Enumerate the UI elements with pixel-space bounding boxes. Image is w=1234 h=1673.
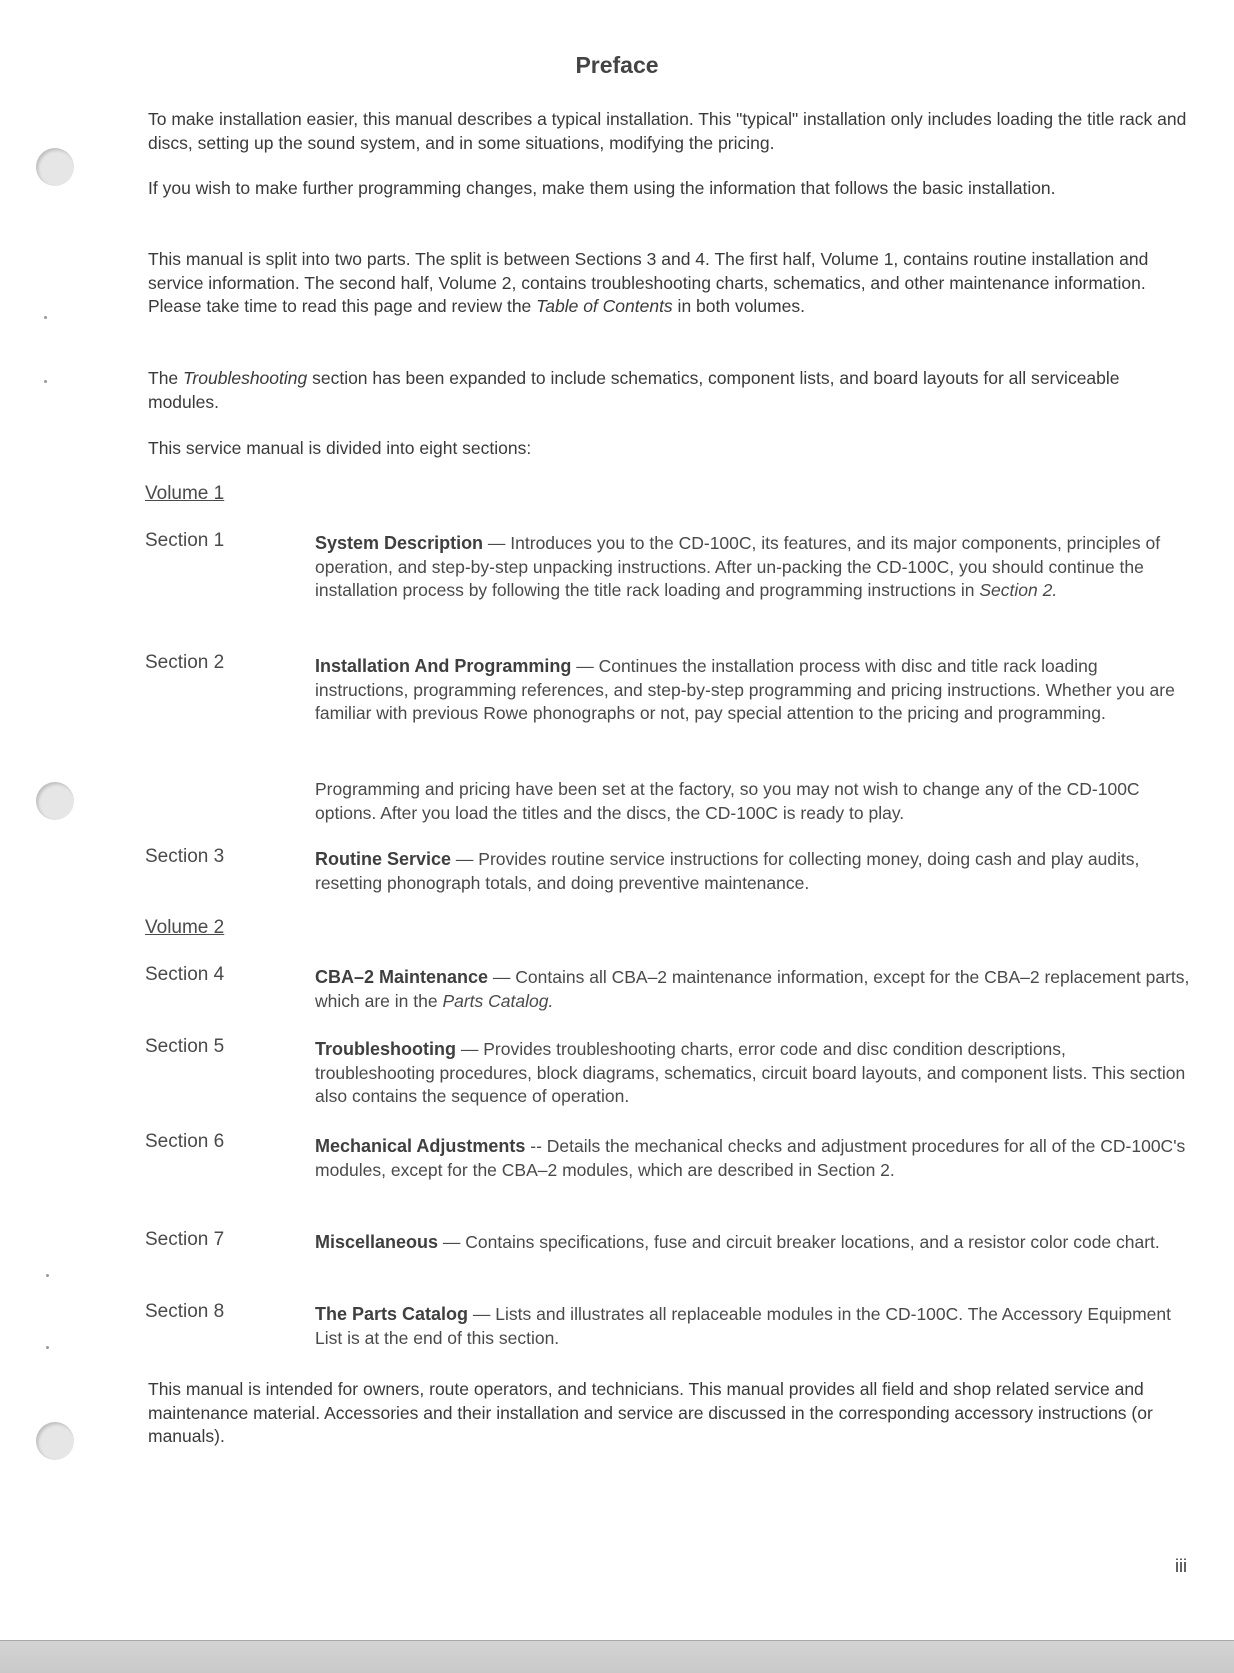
section-2-title: Installation And Programming — [315, 656, 572, 676]
section-8-body — [315, 1303, 1190, 1350]
page-title: Preface — [575, 52, 659, 78]
section-8-text: — Lists and illustrates all replaceable modules in the CD-100C. The Accessory Equipment List is at the end of this section. — [315, 1304, 1171, 1348]
scan-speck — [44, 316, 47, 319]
section-4-ref: Parts Catalog. — [442, 990, 554, 1011]
section-6-text: -- Details the mechanical checks and adjustment procedures for all of the CD-100C's modules, except for the CBA–2 modules, which are described in Section 2. — [315, 1136, 1186, 1180]
section-2-note: Programming and pricing have been set at the factory, so you may not wish to change any of the CD-100C options. After you load the titles and the discs, the CD-100C is ready to play. — [315, 779, 1140, 823]
volume-1-heading: Volume 1 — [145, 483, 225, 504]
section-1-title: System Description — [315, 533, 484, 553]
manual-split-text-end: in both volumes. — [672, 296, 805, 316]
punch-hole-top — [36, 148, 74, 186]
section-2-label: Section 2 — [145, 652, 225, 673]
section-1-text: — Introduces you to the CD-100C, its features, and its major components, principles of operation, and step-by-step unpacking instructions. After un-packing the CD-100C, you should continue the installation process by following the title rack loading and programming instructions in — [315, 533, 1161, 600]
troubleshooting-ref: Troubleshooting — [183, 368, 308, 388]
punch-hole-middle — [36, 782, 74, 820]
section-1-label: Section 1 — [145, 530, 225, 551]
scanner-edge — [0, 1640, 1234, 1673]
closing-paragraph: This manual is intended for owners, route operators, and technicians. This manual provides all field and shop related service and maintenance material. Accessories and their installation and service are discussed in the corresponding accessory instructions (or manuals). — [148, 1379, 1153, 1446]
section-2-text: — Continues the installation process with disc and title rack loading instructions, programming references, and step-by-step programming and pricing instructions. Whether you are familiar with previous Rowe phonographs or not, pay special attention to the pricing and programming. — [315, 656, 1175, 723]
section-6-label: Section 6 — [145, 1131, 225, 1152]
intro-paragraph: To make installation easier, this manual describes a typical installation. This "typical" installation only includes loading the title rack and discs, setting up the sound system, and in some situations, modifying the pricing. — [148, 109, 1187, 153]
section-5-label: Section 5 — [145, 1036, 225, 1057]
section-5-title: Troubleshooting — [315, 1039, 456, 1059]
scan-speck — [46, 1274, 49, 1277]
section-3-label: Section 3 — [145, 846, 225, 867]
section-8-title: The Parts Catalog — [315, 1304, 469, 1324]
scan-speck — [44, 380, 47, 383]
manual-split-text: This manual is split into two parts. The split is between Sections 3 and 4. The first half, Volume 1, contains routine installation and service information. The second half, Volume 2, contains troubleshooting charts, schematics, and other maintenance information. Please take time to read this page and review the — [148, 249, 1149, 316]
programming-paragraph: If you wish to make further programming changes, make them using the information that follows the basic installation. — [148, 178, 1056, 198]
section-1-ref: Section 2. — [979, 580, 1058, 600]
section-5-body — [315, 1038, 1190, 1109]
section-3-body — [315, 848, 1190, 895]
troubleshooting-text-end: section has been expanded to include schematics, component lists, and board layouts for all serviceable modules. — [148, 368, 1120, 412]
section-5-text: — Provides troubleshooting charts, error code and disc condition descriptions, troubleshooting procedures, block diagrams, schematics, circuit board layouts, and component lists. This section also contains the sequence of operation. — [315, 1039, 1186, 1106]
section-3-title: Routine Service — [315, 849, 452, 869]
section-1-body — [315, 532, 1190, 603]
section-7-title: Miscellaneous — [315, 1232, 439, 1252]
section-6-title: Mechanical Adjustments — [315, 1136, 526, 1156]
section-3-text: — Provides routine service instructions for collecting money, doing cash and play audits, resetting phonograph totals, and doing preventive maintenance. — [315, 849, 1140, 893]
punch-hole-bottom — [36, 1422, 74, 1460]
table-of-contents-ref: Table of Contents — [536, 296, 673, 316]
troubleshooting-paragraph — [148, 367, 1188, 414]
section-6-body — [315, 1135, 1190, 1182]
section-7-label: Section 7 — [145, 1229, 225, 1250]
manual-split-paragraph — [148, 248, 1188, 319]
volume-2-heading: Volume 2 — [145, 917, 225, 938]
section-4-body — [315, 966, 1190, 1013]
section-2-body — [315, 655, 1190, 726]
sections-intro: This service manual is divided into eight sections: — [148, 438, 532, 458]
section-4-title: CBA–2 Maintenance — [315, 967, 489, 987]
section-4-label: Section 4 — [145, 964, 225, 985]
section-4-text: — Contains all CBA–2 maintenance information, except for the CBA–2 replacement parts, which are in the — [315, 967, 1190, 1011]
section-7-body — [315, 1231, 1190, 1255]
section-8-label: Section 8 — [145, 1301, 225, 1322]
scan-speck — [46, 1346, 49, 1349]
page-number: iii — [1175, 1556, 1187, 1576]
section-7-text: — Contains specifications, fuse and circuit breaker locations, and a resistor color code chart. — [438, 1232, 1160, 1252]
troubleshooting-text-start: The — [148, 368, 184, 388]
